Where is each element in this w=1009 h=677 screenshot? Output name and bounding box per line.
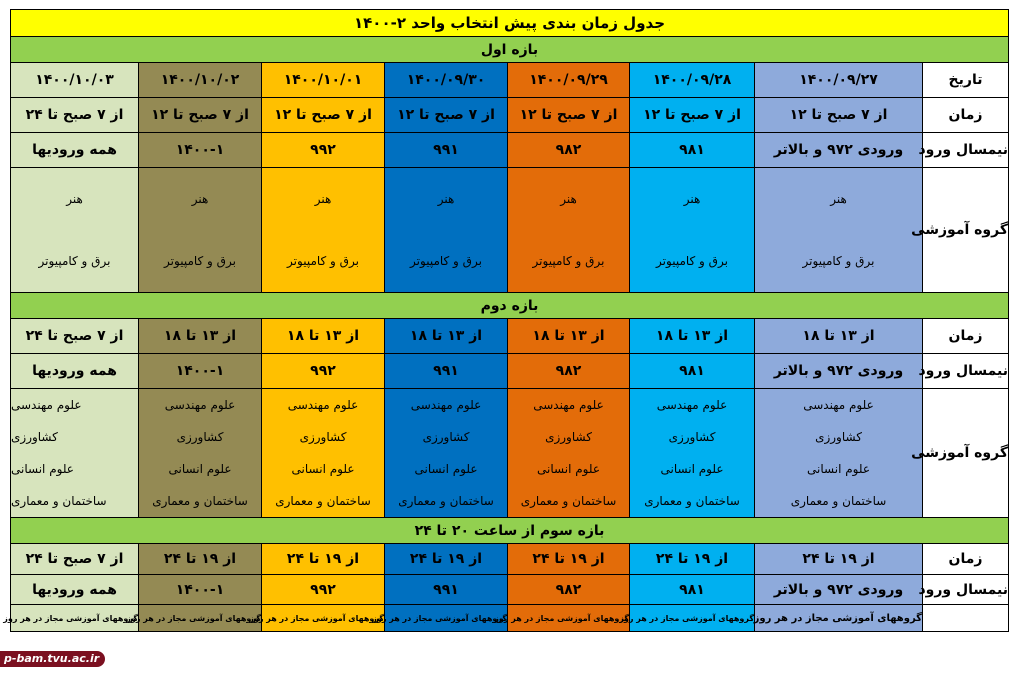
p2-semester-cell: ۹۹۲	[262, 354, 385, 389]
p3-semester-cell: ۹۹۱	[385, 575, 508, 605]
row-label-semester: نیمسال ورود	[923, 354, 1009, 389]
group-item: برق و کامپیوتر	[38, 254, 111, 268]
p3-groups-note: گروههای آموزشی مجاز در هر روز	[508, 605, 630, 632]
p1-group-cell	[630, 168, 755, 293]
row-label-date: تاریخ	[923, 63, 1009, 98]
p1-group-cell	[385, 168, 508, 293]
group-item: هنر	[314, 192, 332, 206]
group-item: علوم انسانی	[807, 462, 870, 476]
group-item: برق و کامپیوتر	[802, 254, 875, 268]
group-item: هنر	[560, 192, 577, 206]
group-item: ساختمان و معماری	[644, 494, 740, 508]
p2-group-cell	[385, 389, 508, 518]
p2-group-cell	[139, 389, 262, 518]
group-item: علوم انسانی	[414, 462, 478, 476]
p2-semester-cell: ۱۴۰۰-۱	[139, 354, 262, 389]
group-item: هنر	[66, 192, 83, 206]
group-item: برق و کامپیوتر	[164, 254, 236, 268]
group-item: علوم انسانی	[291, 462, 355, 476]
group-item: ساختمان و معماری	[398, 494, 494, 508]
p3-groups-note: گروههای آموزشی مجاز در هر روز	[385, 605, 508, 632]
p2-time-cell: از ۱۳ تا ۱۸	[755, 319, 923, 354]
p1-semester-cell: ۱۴۰۰-۱	[139, 133, 262, 168]
group-item: علوم مهندسی	[533, 398, 604, 412]
group-item: ساختمان و معماری	[275, 494, 371, 508]
p3-time-cell: از ۱۹ تا ۲۴	[139, 544, 262, 575]
p1-group-cell	[262, 168, 385, 293]
group-item: هنر	[683, 192, 701, 206]
group-item: علوم انسانی	[660, 462, 724, 476]
row-label-time: زمان	[923, 544, 1009, 575]
group-item: ساختمان و معماری	[790, 494, 887, 508]
p2-group-cell	[11, 389, 139, 518]
group-item: علوم انسانی	[537, 462, 600, 476]
group-item: علوم انسانی	[11, 462, 74, 476]
group-item: علوم مهندسی	[803, 398, 874, 412]
group-item: برق و کامپیوتر	[287, 254, 359, 268]
row-label-time: زمان	[923, 98, 1009, 133]
row-label-semester: نیمسال ورود	[923, 575, 1009, 605]
p2-group-cell	[508, 389, 630, 518]
group-item: کشاورزی	[11, 430, 58, 444]
p2-group-cell	[262, 389, 385, 518]
p3-semester-cell: ۹۸۱	[630, 575, 755, 605]
group-item: هنر	[830, 192, 847, 206]
p2-time-cell: از ۷ صبح تا ۲۴	[11, 319, 139, 354]
group-item: برق و کامپیوتر	[656, 254, 728, 268]
row-label-empty	[923, 605, 1009, 632]
row-label-group: گروه آموزشی	[923, 168, 1009, 293]
group-item: هنر	[437, 192, 455, 206]
group-item: کشاورزی	[668, 430, 716, 444]
group-item: کشاورزی	[176, 430, 224, 444]
p1-date-cell: ۱۴۰۰/۰۹/۲۹	[508, 63, 630, 98]
p2-time-cell: از ۱۳ تا ۱۸	[262, 319, 385, 354]
p3-groups-note: گروههای آموزشی مجاز در هر روز	[755, 605, 923, 632]
site-watermark: p-bam.tvu.ac.ir	[0, 651, 105, 667]
p2-time-cell: از ۱۳ تا ۱۸	[508, 319, 630, 354]
p3-time-cell: از ۱۹ تا ۲۴	[630, 544, 755, 575]
p1-semester-cell: ۹۹۲	[262, 133, 385, 168]
p1-semester-cell: همه ورودیها	[11, 133, 139, 168]
p3-time-cell: از ۱۹ تا ۲۴	[385, 544, 508, 575]
p2-time-cell: از ۱۳ تا ۱۸	[139, 319, 262, 354]
p1-date-cell: ۱۴۰۰/۱۰/۰۲	[139, 63, 262, 98]
p3-semester-cell: ۹۹۲	[262, 575, 385, 605]
group-item: ساختمان و معماری	[520, 494, 617, 508]
p1-time-cell: از ۷ صبح تا ۱۲	[139, 98, 262, 133]
group-item: برق و کامپیوتر	[532, 254, 605, 268]
group-item: ساختمان و معماری	[11, 494, 107, 508]
p3-semester-cell: ورودی ۹۷۲ و بالاتر	[755, 575, 923, 605]
schedule-table	[3, 9, 1009, 632]
group-item: کشاورزی	[422, 430, 470, 444]
p2-semester-cell: همه ورودیها	[11, 354, 139, 389]
p3-groups-note: گروههای آموزشی مجاز در هر روز	[11, 605, 139, 632]
group-item: هنر	[191, 192, 209, 206]
group-item: کشاورزی	[815, 430, 862, 444]
p3-semester-cell: ۹۸۲	[508, 575, 630, 605]
p1-date-cell: ۱۴۰۰/۰۹/۲۸	[630, 63, 755, 98]
p1-group-cell	[508, 168, 630, 293]
period1-header: بازه اول	[11, 37, 1009, 63]
row-label-time: زمان	[923, 319, 1009, 354]
p1-group-cell	[139, 168, 262, 293]
p2-semester-cell: ۹۸۱	[630, 354, 755, 389]
p3-time-cell: از ۱۹ تا ۲۴	[755, 544, 923, 575]
group-item: علوم مهندسی	[11, 398, 82, 412]
p3-semester-cell: همه ورودیها	[11, 575, 139, 605]
page-title: جدول زمان بندی پیش انتخاب واحد ۲-۱۴۰۰	[11, 10, 1009, 37]
p1-date-cell: ۱۴۰۰/۱۰/۰۱	[262, 63, 385, 98]
p2-semester-cell: ۹۹۱	[385, 354, 508, 389]
group-item: برق و کامپیوتر	[410, 254, 482, 268]
group-item: علوم مهندسی	[410, 398, 482, 412]
group-item: کشاورزی	[545, 430, 592, 444]
p3-semester-cell: ۱۴۰۰-۱	[139, 575, 262, 605]
p3-groups-note: گروههای آموزشی مجاز در هر روز	[139, 605, 262, 632]
p2-group-cell	[755, 389, 923, 518]
p1-group-cell	[11, 168, 139, 293]
row-label-semester: نیمسال ورود	[923, 133, 1009, 168]
p3-time-cell: از ۷ صبح تا ۲۴	[11, 544, 139, 575]
period2-header: بازه دوم	[11, 293, 1009, 319]
group-item: علوم انسانی	[168, 462, 232, 476]
row-label-group: گروه آموزشی	[923, 389, 1009, 518]
p1-time-cell: از ۷ صبح تا ۱۲	[262, 98, 385, 133]
p3-time-cell: از ۱۹ تا ۲۴	[262, 544, 385, 575]
p3-groups-note: گروههای آموزشی مجاز در هر روز	[262, 605, 385, 632]
p1-semester-cell: ورودی ۹۷۲ و بالاتر	[755, 133, 923, 168]
group-item: ساختمان و معماری	[152, 494, 248, 508]
p2-semester-cell: ۹۸۲	[508, 354, 630, 389]
p2-group-cell	[630, 389, 755, 518]
p1-semester-cell: ۹۸۱	[630, 133, 755, 168]
p1-time-cell: از ۷ صبح تا ۱۲	[755, 98, 923, 133]
p1-date-cell: ۱۴۰۰/۰۹/۲۷	[755, 63, 923, 98]
p1-time-cell: از ۷ صبح تا ۲۴	[11, 98, 139, 133]
p1-date-cell: ۱۴۰۰/۰۹/۳۰	[385, 63, 508, 98]
group-item: علوم مهندسی	[164, 398, 236, 412]
p1-time-cell: از ۷ صبح تا ۱۲	[508, 98, 630, 133]
p2-time-cell: از ۱۳ تا ۱۸	[630, 319, 755, 354]
p1-semester-cell: ۹۸۲	[508, 133, 630, 168]
group-item: علوم مهندسی	[656, 398, 728, 412]
p3-time-cell: از ۱۹ تا ۲۴	[508, 544, 630, 575]
p1-semester-cell: ۹۹۱	[385, 133, 508, 168]
p1-time-cell: از ۷ صبح تا ۱۲	[385, 98, 508, 133]
p1-date-cell: ۱۴۰۰/۱۰/۰۳	[11, 63, 139, 98]
period3-header: بازه سوم از ساعت ۲۰ تا ۲۴	[11, 518, 1009, 544]
group-item: کشاورزی	[299, 430, 347, 444]
p1-time-cell: از ۷ صبح تا ۱۲	[630, 98, 755, 133]
p3-groups-note: گروههای آموزشی مجاز در هر روز	[630, 605, 755, 632]
group-item: علوم مهندسی	[287, 398, 359, 412]
p2-semester-cell: ورودی ۹۷۲ و بالاتر	[755, 354, 923, 389]
p2-time-cell: از ۱۳ تا ۱۸	[385, 319, 508, 354]
p1-group-cell	[755, 168, 923, 293]
